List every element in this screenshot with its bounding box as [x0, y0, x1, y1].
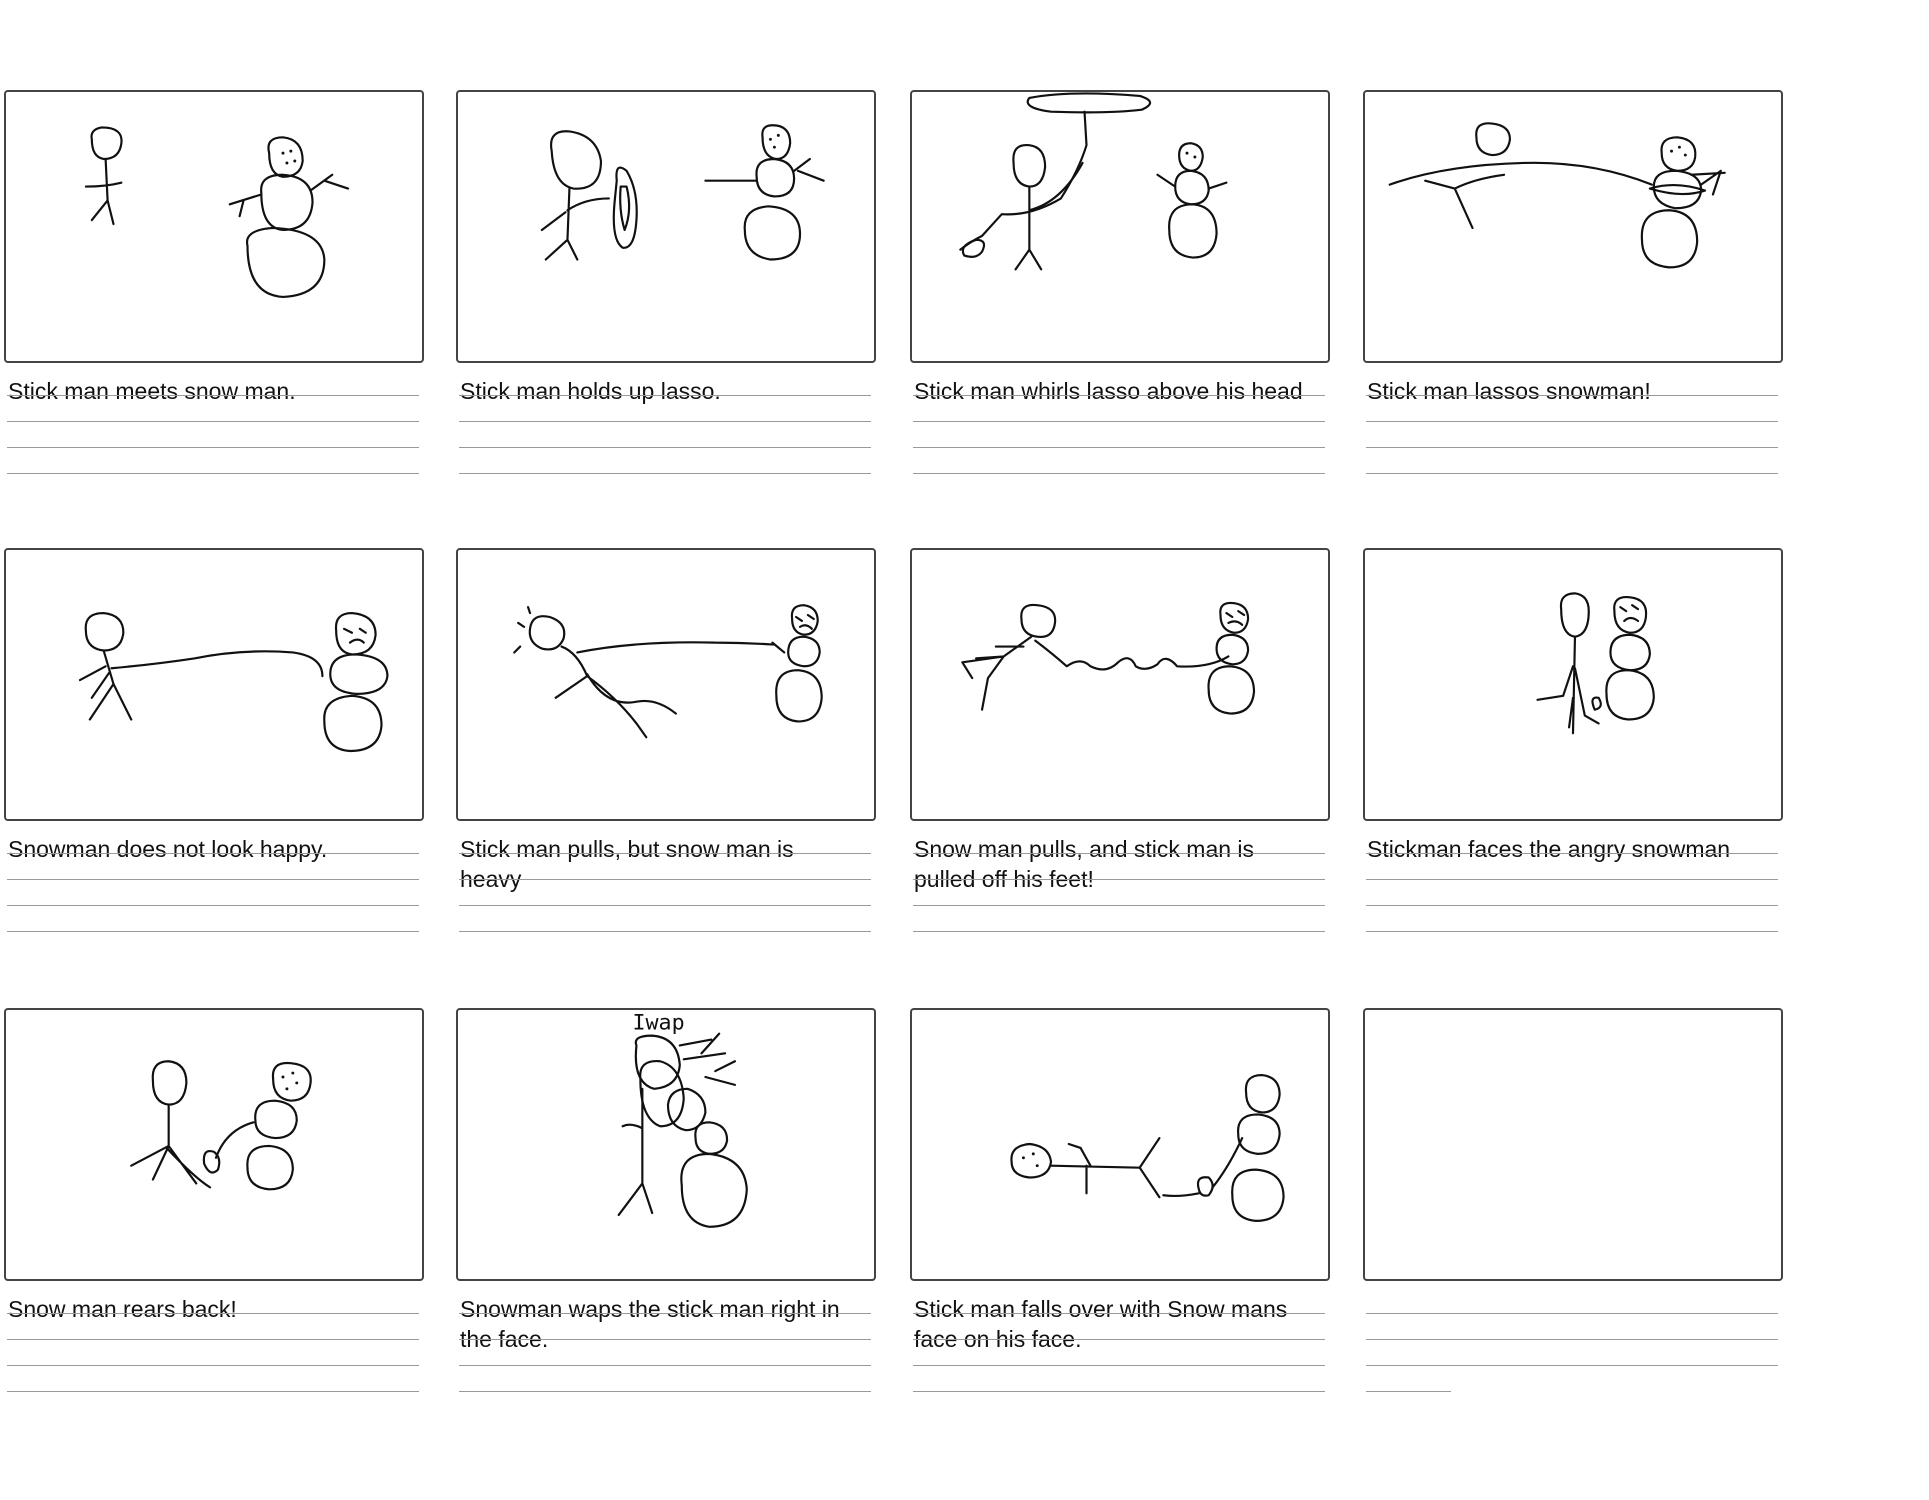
panel-caption[interactable]: Stick man falls over with Snow mans face on his face. — [914, 1296, 1288, 1352]
panel-sketch-stickman-pulled-off-feet — [912, 550, 1328, 819]
panel-frame — [910, 1008, 1330, 1281]
panel-frame — [456, 90, 876, 363]
panel-sketch-stickman-lassos-snowman — [1365, 92, 1781, 361]
panel-sketch-snowman-waps-stickman — [458, 1010, 874, 1279]
panel-sketch-stickman-meets-snowman — [6, 92, 422, 361]
panel-frame — [456, 548, 876, 821]
panel-sketch-snowman-rears-back — [6, 1010, 422, 1279]
panel-frame — [456, 1008, 876, 1281]
panel-frame — [4, 90, 424, 363]
panel-frame — [910, 90, 1330, 363]
panel-caption[interactable]: Snowman does not look happy. — [8, 836, 328, 862]
panel-sketch-stickman-pulls — [458, 550, 874, 819]
panel-caption[interactable]: Stick man pulls, but snow man is heavy — [460, 836, 794, 892]
panel-sketch-snowman-not-happy — [6, 550, 422, 819]
panel-caption[interactable]: Snowman waps the stick man right in the face. — [460, 1296, 840, 1352]
panel-caption[interactable]: Snow man pulls, and stick man is pulled off his feet! — [914, 836, 1255, 892]
panel-caption[interactable]: Stickman faces the angry snowman — [1367, 836, 1731, 862]
wap-sound-effect: Iwap — [632, 1010, 685, 1036]
panel-frame — [1363, 548, 1783, 821]
panel-sketch-stickman-holds-lasso — [458, 92, 874, 361]
panel-frame — [1363, 90, 1783, 363]
panel-sketch-stickman-faces-snowman — [1365, 550, 1781, 819]
panel-frame — [4, 1008, 424, 1281]
panel-sketch-stickman-falls-over — [912, 1010, 1328, 1279]
panel-frame — [4, 548, 424, 821]
panel-frame-empty[interactable] — [1363, 1008, 1783, 1281]
panel-caption[interactable]: Snow man rears back! — [8, 1296, 237, 1322]
panel-frame — [910, 548, 1330, 821]
panel-sketch-stickman-whirls-lasso — [912, 92, 1328, 361]
panel-caption[interactable]: Stick man lassos snowman! — [1367, 378, 1651, 404]
panel-caption[interactable]: Stick man meets snow man. — [8, 378, 296, 404]
panel-caption[interactable]: Stick man holds up lasso. — [460, 378, 721, 404]
panel-caption[interactable]: Stick man whirls lasso above his head — [914, 378, 1303, 404]
